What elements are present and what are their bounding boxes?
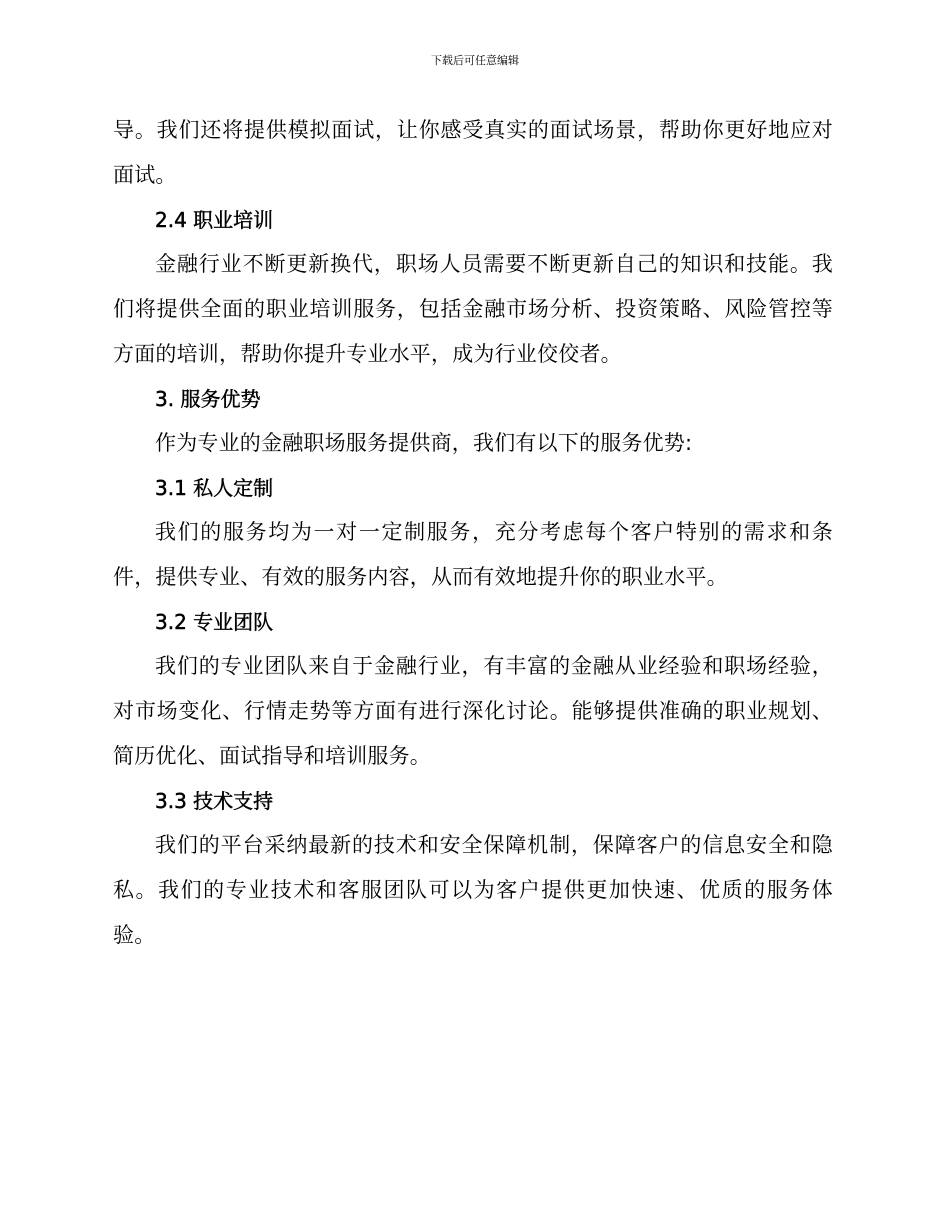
heading-personal-customization: 3.1 私人定制 — [155, 476, 274, 500]
paragraph-personal-customization: 我们的服务均为一对一定制服务，充分考虑每个客户特别的需求和条件，提供专业、有效的服务内容，从而有效地提升你的职业水平。 — [113, 520, 833, 589]
document-body — [113, 108, 833, 958]
paragraph-service-advantages: 作为专业的金融职场服务提供商，我们有以下的服务优势: — [155, 431, 693, 455]
heading-professional-team: 3.2 专业团队 — [155, 610, 274, 634]
page-header: 下载后可任意编辑 — [431, 54, 519, 67]
paragraph-interview-continued: 导。我们还将提供模拟面试，让你感受真实的面试场景，帮助你更好地应对面试。 — [113, 118, 833, 187]
heading-career-training: 2.4 职业培训 — [155, 208, 274, 232]
paragraph-professional-team: 我们的专业团队来自于金融行业，有丰富的金融从业经验和职场经验，对市场变化、行情走势等方面有进行深化讨论。能够提供准确的职业规划、简历优化、面试指导和培训服务。 — [113, 654, 833, 768]
paragraph-career-training: 金融行业不断更新换代，职场人员需要不断更新自己的知识和技能。我们将提供全面的职业培训服务，包括金融市场分析、投资策略、风险管控等方面的培训，帮助你提升专业水平，成为行业佼佼者。 — [113, 252, 833, 366]
heading-technical-support: 3.3 技术支持 — [155, 789, 274, 813]
paragraph-technical-support: 我们的平台采纳最新的技术和安全保障机制，保障客户的信息安全和隐私。我们的专业技术和客服团队可以为客户提供更加快速、优质的服务体验。 — [113, 833, 833, 947]
heading-service-advantages: 3. 服务优势 — [155, 387, 261, 411]
